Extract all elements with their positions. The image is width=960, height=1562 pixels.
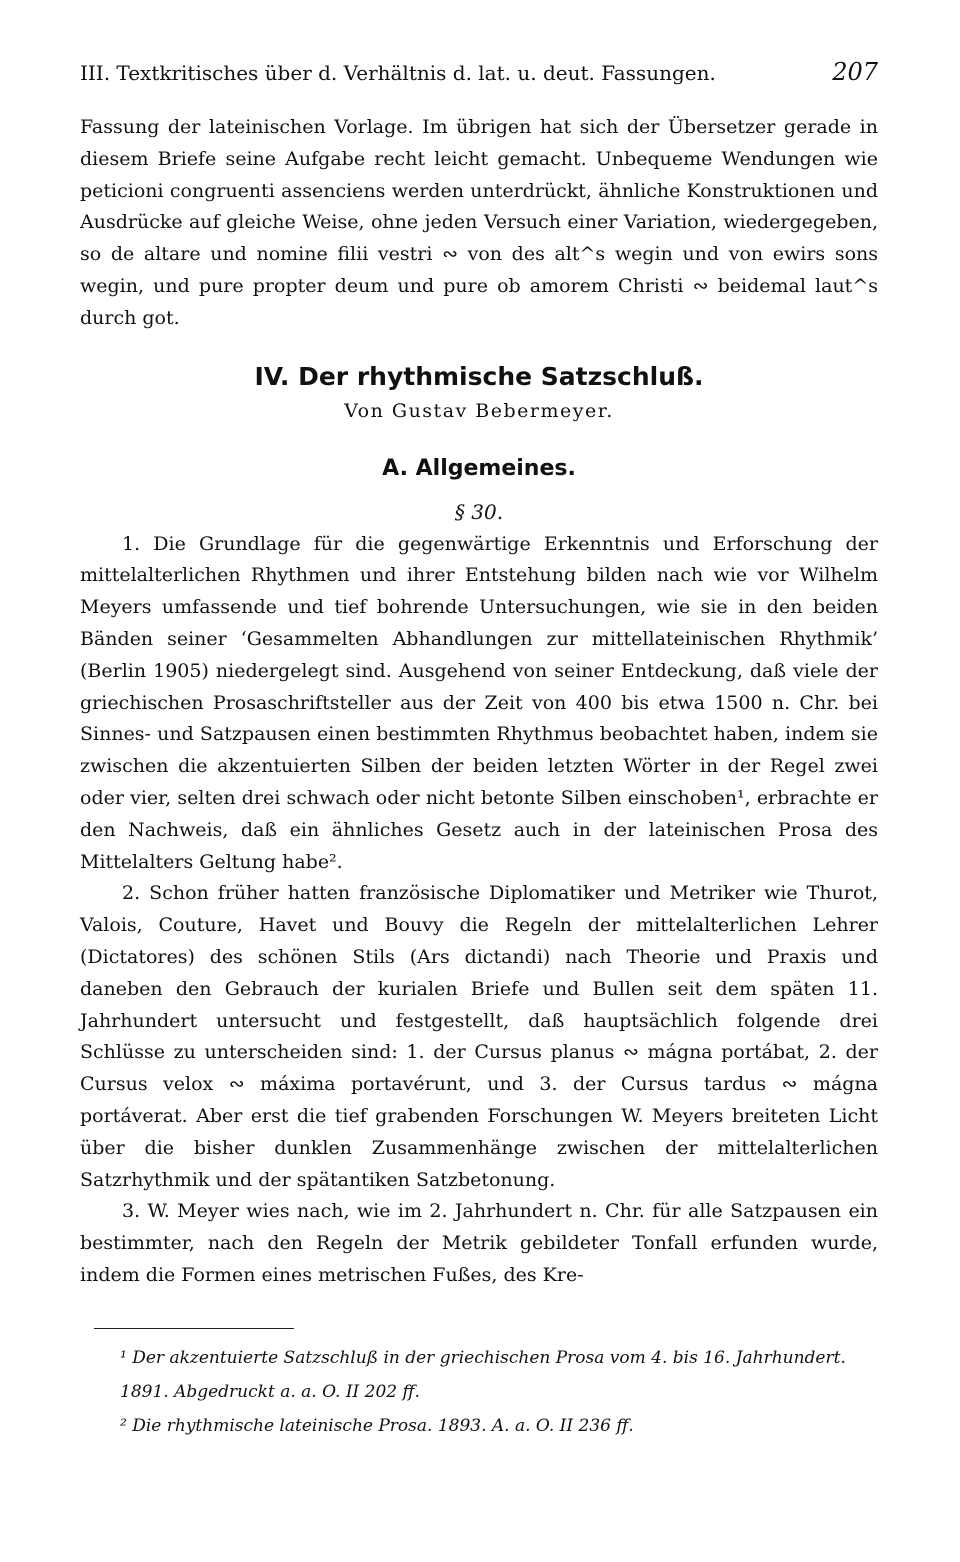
footnote-2: ² Die rhythmische lateinische Prosa. 1893. A. a. O. II 236 ff.	[120, 1415, 634, 1436]
intro-paragraph: Fassung der lateinischen Vorlage. Im übrigen hat sich der Übersetzer gerade in diesem Briefe seine Aufgabe recht leicht gemacht. Unbequeme Wendungen wie peticioni congruenti assenciens werden unterdrückt, ähnliche Konstruktionen und Ausdrücke auf gleiche Weise, ohne jeden Versuch einer Variation, wiedergegeben, so de altare und nomine filii vestri ∾ von des alt^s wegin und von ewirs sons wegin, und pure propter deum und pure ob amorem Christi ∾ beidemal laut^s durch got.	[80, 116, 878, 329]
footnote-1: ¹ Der akzentuierte Satzschluß in der griechischen Prosa vom 4. bis 16. Jahrhundert. 1891. Abgedruckt a. a. O. II 202 ff.	[120, 1347, 846, 1402]
section-heading: IV. Der rhythmische Satzschluß.	[254, 361, 704, 391]
paragraph-mark: § 30.	[454, 499, 504, 524]
page-number: 207	[832, 58, 878, 86]
author-line: Von Gustav Bebermeyer.	[344, 399, 614, 422]
body-paragraph-2: 2. Schon früher hatten französische Diplomatiker und Metriker wie Thurot, Valois, Couture, Havet und Bouvy die Regeln der mittelalterlichen Lehrer (Dictatores) des schönen Stils (Ars dictandi) nach Theorie und Praxis und daneben den Gebrauch der kurialen Briefe und Bullen seit dem späten 11. Jahrhundert untersucht und festgestellt, daß hauptsächlich folgende drei Schlüsse zu unterscheiden sind: 1. der Cursus planus ∾ mágna portábat, 2. der Cursus velox ∾ máxima portavérunt, und 3. der Cursus tardus ∾ mágna portáverat. Aber erst die tief grabenden Forschungen W. Meyers breiteten Licht über die bisher dunklen Zusammenhänge zwischen der mittelalterlichen Satzrhythmik und der spätantiken Satzbetonung.	[80, 882, 878, 1191]
body-paragraph-1: 1. Die Grundlage für die gegenwärtige Erkenntnis und Erforschung der mittelalterlichen Rhythmen und ihrer Entstehung bilden nach wie vor Wilhelm Meyers umfassende und tief bohrende Untersuchungen, wie sie in den beiden Bänden seiner ‘Gesammelten Abhandlungen zur mittellateinischen Rhythmik’ (Berlin 1905) niedergelegt sind. Ausgehend von seiner Entdeckung, daß viele der griechischen Prosaschriftsteller aus der Zeit von 400 bis etwa 1500 n. Chr. bei Sinnes- und Satzpausen einen bestimmten Rhythmus beobachtet haben, indem sie zwischen die akzentuierten Silben der beiden letzten Wörter in der Regel zwei oder vier, selten drei schwach oder nicht betonte Silben einschoben¹, erbrachte er den Nachweis, daß ein ähnliches Gesetz auch in der lateinischen Prosa des Mittelalters Geltung habe².	[80, 532, 878, 873]
body-paragraph-3: 3. W. Meyer wies nach, wie im 2. Jahrhundert n. Chr. für alle Satzpausen ein bestimmter, nach den Regeln der Metrik gebildeter Tonfall erfunden wurde, indem die Formen eines metrischen Fußes, des Kre-	[80, 1200, 878, 1286]
running-title: III. Textkritisches über d. Verhältnis d. lat. u. deut. Fassungen.	[80, 61, 716, 85]
running-head	[80, 58, 878, 98]
subsection-heading: A. Allgemeines.	[382, 455, 576, 481]
footnote-divider	[94, 1328, 294, 1329]
